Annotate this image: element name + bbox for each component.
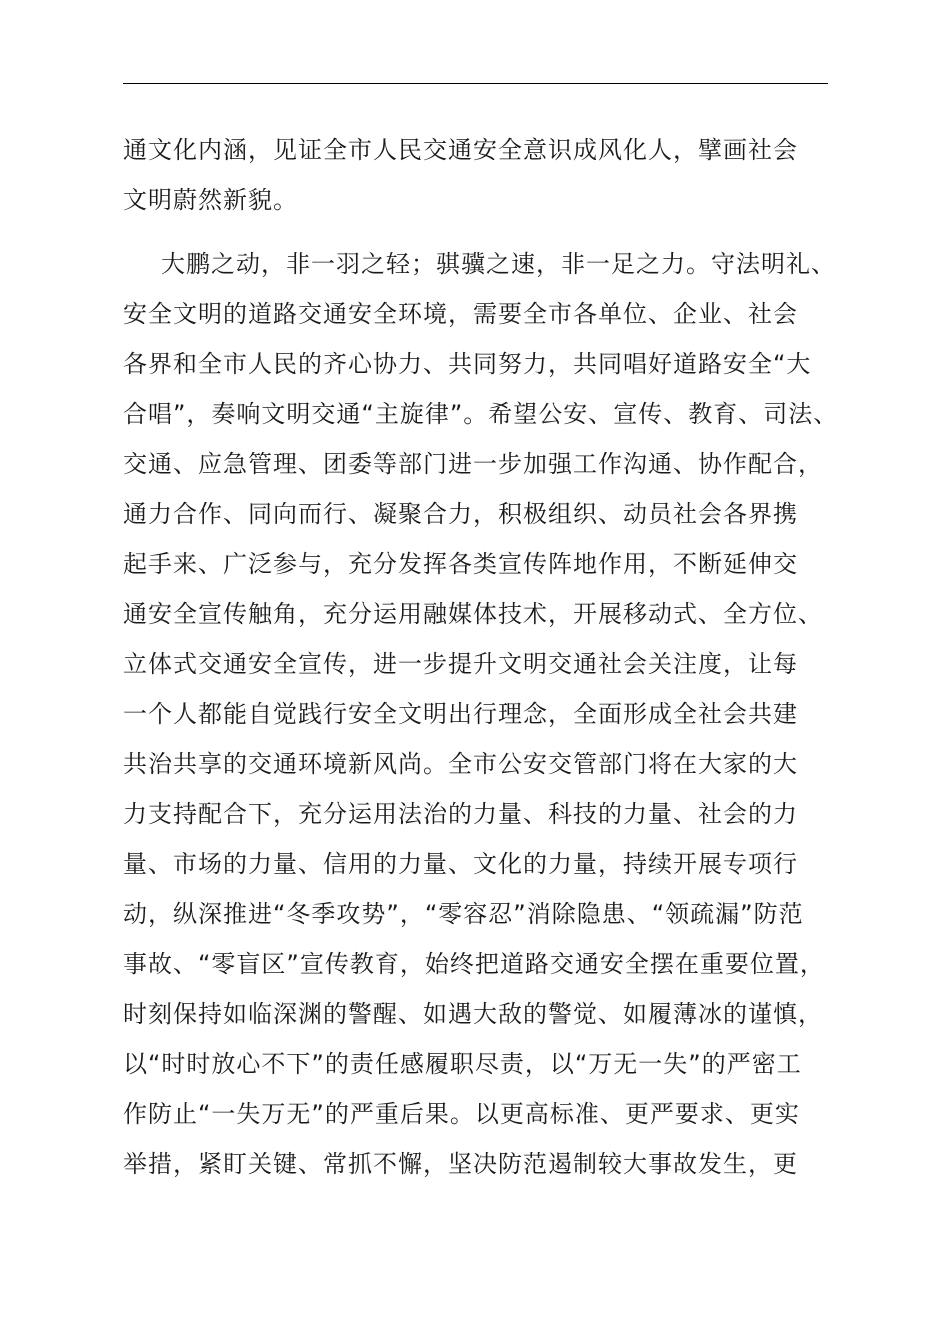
- text-line: 量、市场的力量、信用的力量、文化的力量，持续开展专项行: [123, 850, 798, 878]
- text-line: 交通、应急管理、团委等部门进一步加强工作沟通、协作配合，: [123, 450, 823, 478]
- text-line: 一个人都能自觉践行安全文明出行理念，全面形成全社会共建: [123, 700, 798, 728]
- paragraph-2: [123, 239, 839, 1189]
- text-line: 通安全宣传触角，充分运用融媒体技术，开展移动式、全方位、: [123, 600, 823, 628]
- text-line: 以“时时放心不下”的责任感履职尽责，以“万无一失”的严密工: [123, 1050, 802, 1078]
- text-line: 事故、“零盲区”宣传教育，始终把道路交通安全摆在重要位置，: [123, 950, 825, 978]
- paragraph-gap: [123, 225, 828, 239]
- text-line: 共治共享的交通环境新风尚。全市公安交管部门将在大家的大: [123, 750, 798, 778]
- text-line: 大鹏之动，非一羽之轻；骐骥之速，非一足之力。守法明礼、: [161, 250, 836, 278]
- header-rule: [123, 83, 828, 84]
- text-line: 安全文明的道路交通安全环境，需要全市各单位、企业、社会: [123, 300, 798, 328]
- document-body: [123, 125, 839, 1189]
- text-line: 通力合作、同向而行、凝聚合力，积极组织、动员社会各界携: [123, 500, 798, 528]
- text-line: 动，纵深推进“冬季攻势”，“零容忍”消除隐患、“领疏漏”防范: [123, 900, 804, 928]
- text-line: 各界和全市人民的齐心协力、共同努力，共同唱好道路安全“大: [123, 350, 812, 378]
- text-line: 作防止“一失万无”的严重后果。以更高标准、更严要求、更实: [123, 1100, 800, 1128]
- text-line: 文明蔚然新貌。: [123, 186, 298, 214]
- text-line: 起手来、广泛参与，充分发挥各类宣传阵地作用，不断延伸交: [123, 550, 798, 578]
- text-line: 通文化内涵，见证全市人民交通安全意识成风化人，擘画社会: [123, 136, 798, 164]
- text-line: 力支持配合下，充分运用法治的力量、科技的力量、社会的力: [123, 800, 798, 828]
- paragraph-1: [123, 125, 828, 225]
- text-line: 立体式交通安全宣传，进一步提升文明交通社会关注度，让每: [123, 650, 798, 678]
- text-line: 时刻保持如临深渊的警醒、如遇大敌的警觉、如履薄冰的谨慎，: [123, 1000, 823, 1028]
- text-line: 合唱”，奏响文明交通“主旋律”。希望公安、宣传、教育、司法、: [123, 400, 839, 428]
- text-line: 举措，紧盯关键、常抓不懈，坚决防范遏制较大事故发生，更: [123, 1150, 798, 1178]
